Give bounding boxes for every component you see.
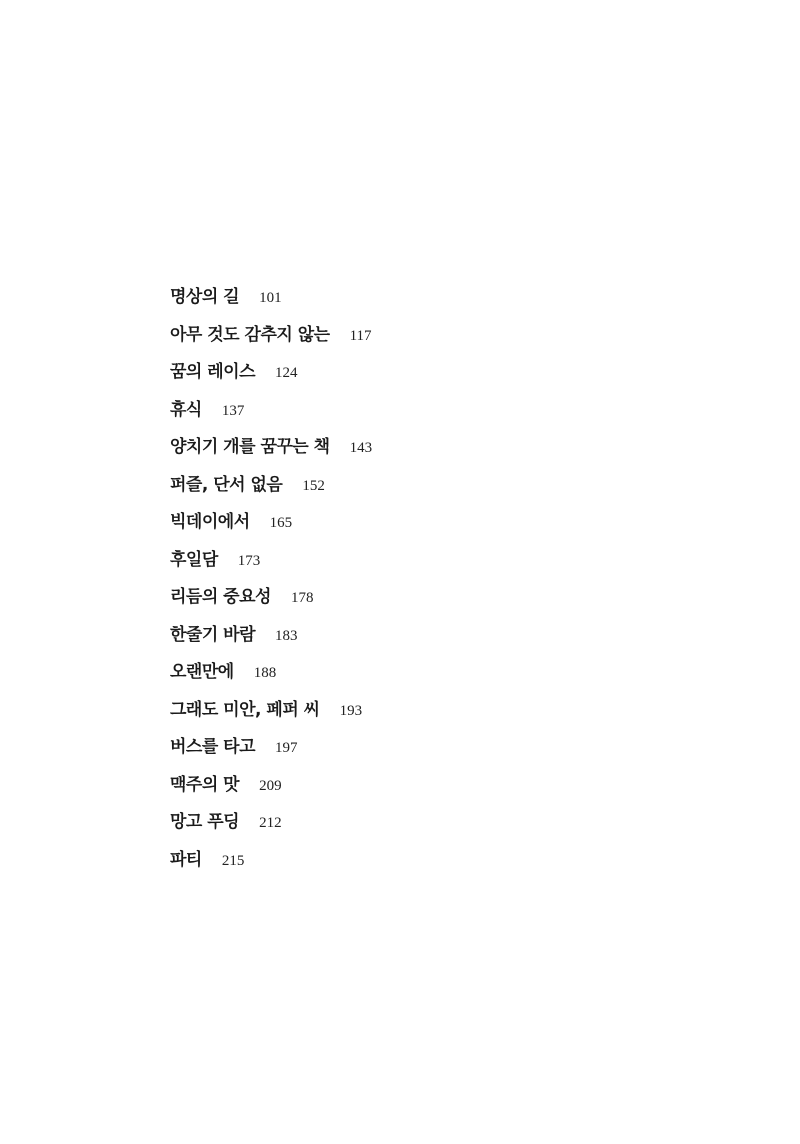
toc-entry-page: 178 <box>290 590 314 606</box>
toc-entry-title: 버스를 타고 <box>170 737 256 757</box>
toc-entry <box>170 767 372 805</box>
toc-entry <box>170 467 372 505</box>
toc-entry-title: 휴식 <box>170 399 202 420</box>
toc-entry-page: 215 <box>221 852 245 869</box>
toc-entry-page: 165 <box>269 515 293 531</box>
toc-entry-title: 맥주의 맛 <box>170 774 240 795</box>
toc-entry-title: 그래도 미안, 페퍼 씨 <box>170 699 320 720</box>
toc-entry-title: 아무 것도 감추지 않는 <box>170 324 330 345</box>
toc-entry-page: 124 <box>275 365 298 381</box>
toc-entry <box>170 279 372 317</box>
toc-entry-page: 209 <box>259 777 282 794</box>
toc-entry <box>170 617 372 655</box>
toc-entry-page: 183 <box>275 627 298 644</box>
toc-entry-page: 143 <box>349 440 373 456</box>
toc-entry-title: 후일담 <box>170 549 218 570</box>
toc-entry-page: 152 <box>302 477 325 494</box>
toc-entry <box>170 354 372 392</box>
table-of-contents <box>170 279 372 879</box>
toc-entry-page: 188 <box>253 665 277 681</box>
toc-entry-page: 173 <box>237 552 261 569</box>
toc-entry <box>170 429 372 467</box>
toc-entry-page: 212 <box>259 815 282 831</box>
toc-entry-title: 망고 푸딩 <box>170 812 240 832</box>
toc-entry <box>170 654 372 692</box>
toc-entry-title: 명상의 길 <box>170 287 240 307</box>
toc-entry <box>170 692 372 730</box>
toc-entry-title: 양치기 개를 꿈꾸는 책 <box>170 437 330 457</box>
toc-entry <box>170 542 372 580</box>
toc-entry <box>170 729 372 767</box>
toc-entry <box>170 579 372 617</box>
toc-entry-page: 193 <box>339 702 363 719</box>
toc-entry-title: 파티 <box>170 849 202 870</box>
toc-entry <box>170 842 372 880</box>
toc-entry-title: 한줄기 바람 <box>170 624 256 645</box>
toc-entry-page: 137 <box>221 402 245 419</box>
toc-entry-title: 꿈의 레이스 <box>170 362 256 382</box>
toc-entry <box>170 392 372 430</box>
toc-entry <box>170 804 372 842</box>
toc-entry <box>170 504 372 542</box>
toc-entry-title: 오랜만에 <box>170 662 234 682</box>
toc-entry-title: 퍼즐, 단서 없음 <box>170 474 283 495</box>
toc-entry-title: 빅데이에서 <box>170 512 250 532</box>
toc-entry-page: 197 <box>275 740 298 756</box>
toc-entry-page: 117 <box>349 327 372 344</box>
toc-entry-title: 리듬의 중요성 <box>170 587 271 607</box>
toc-entry <box>170 317 372 355</box>
toc-entry-page: 101 <box>259 290 282 306</box>
